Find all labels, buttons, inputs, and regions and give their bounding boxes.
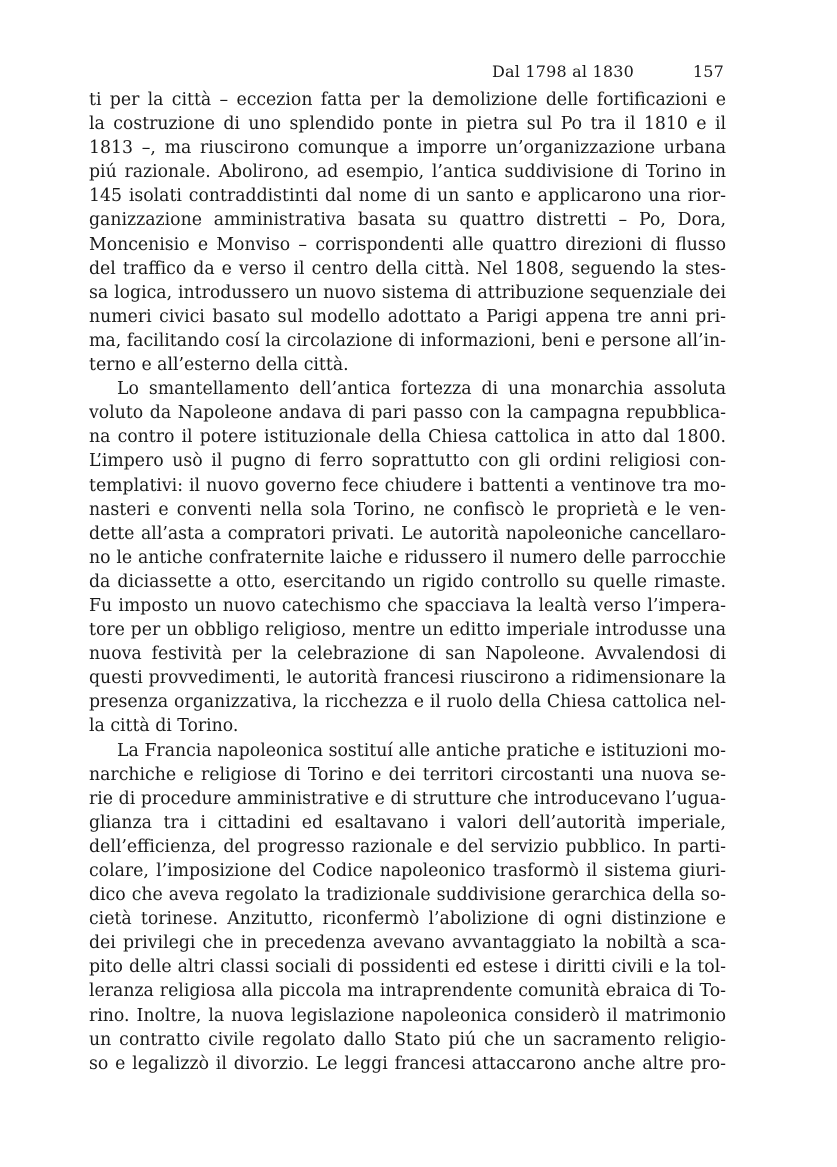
text-line: da diciassette a otto, esercitando un rigido controllo su quelle rimaste. xyxy=(89,571,726,592)
text-line: ganizzazione amministrativa basata su quattro distretti – Po, Dora, xyxy=(89,210,726,231)
text-line: la città di Torino. xyxy=(89,716,239,737)
text-line: narchiche e religiose di Torino e dei territori circostanti una nuova se- xyxy=(89,764,726,785)
text-line: nasteri e conventi nella sola Torino, ne confiscò le proprietà e le ven- xyxy=(89,499,726,520)
text-line: pito delle altri classi sociali di possidenti ed estese i diritti civili e la tol- xyxy=(89,957,726,978)
text-line: Moncenisio e Monviso – corrispondenti alle quattro direzioni di flusso xyxy=(89,234,726,255)
text-line: cietà torinese. Anzitutto, riconfermò l’abolizione di ogni distinzione e xyxy=(89,909,726,930)
text-line: la costruzione di uno splendido ponte in pietra sul Po tra il 1810 e il xyxy=(89,114,726,135)
text-line: un contratto civile regolato dallo Stato piú che un sacramento religio- xyxy=(89,1029,726,1050)
book-page xyxy=(89,62,726,1076)
text-line: na contro il potere istituzionale della Chiesa cattolica in atto dal 1800. xyxy=(89,427,726,448)
body-text xyxy=(89,88,726,1076)
text-line: rino. Inoltre, la nuova legislazione napoleonica considerò il matrimonio xyxy=(89,1005,726,1026)
text-line: sa logica, introdussero un nuovo sistema di attribuzione sequenziale dei xyxy=(89,282,726,303)
running-header xyxy=(89,62,726,88)
paragraph-3 xyxy=(89,739,726,1076)
text-line: ti per la città – eccezion fatta per la demolizione delle fortificazioni e xyxy=(89,90,726,110)
text-line: terno e all’esterno della città. xyxy=(89,355,349,376)
text-line: tore per un obbligo religioso, mentre un editto imperiale introdusse una xyxy=(89,620,726,641)
text-line: voluto da Napoleone andava di pari passo con la campagna repubblica- xyxy=(89,403,726,424)
text-line: La Francia napoleonica sostituí alle antiche pratiche e istituzioni mo- xyxy=(117,740,726,761)
text-line: ma, facilitando cosí la circolazione di informazioni, beni e persone all’in- xyxy=(89,330,726,351)
text-line: dei privilegi che in precedenza avevano avvantaggiato la nobiltà a sca- xyxy=(89,933,726,954)
page-number: 157 xyxy=(692,62,724,81)
text-line: colare, l’imposizione del Codice napoleonico trasformò il sistema giuri- xyxy=(89,861,726,881)
text-line: dico che aveva regolato la tradizionale suddivisione gerarchica della so- xyxy=(89,885,726,906)
running-title: Dal 1798 al 1830 xyxy=(491,62,634,81)
text-line: numeri civici basato sul modello adottato a Parigi appena tre anni pri- xyxy=(89,306,726,327)
text-line: del traffico da e verso il centro della città. Nel 1808, seguendo la stes- xyxy=(89,258,726,279)
text-line: glianza tra i cittadini ed esaltavano i valori dell’autorità imperiale, xyxy=(89,812,726,833)
text-line: dette all’asta a compratori privati. Le autorità napoleoniche cancellaro- xyxy=(89,523,726,544)
text-line: templativi: il nuovo governo fece chiudere i battenti a ventinove tra mo- xyxy=(89,475,726,496)
text-line: Lo smantellamento dell’antica fortezza di una monarchia assoluta xyxy=(117,379,726,400)
text-line: 1813 –, ma riuscirono comunque a imporre un’organizzazione urbana xyxy=(89,138,726,159)
text-line: dell’efficienza, del progresso razionale e del servizio pubblico. In parti- xyxy=(89,836,726,857)
text-line: leranza religiosa alla piccola ma intraprendente comunità ebraica di To- xyxy=(89,981,726,1002)
text-line: Fu imposto un nuovo catechismo che spacciava la lealtà verso l’impera- xyxy=(89,595,726,616)
text-line: piú razionale. Abolirono, ad esempio, l’antica suddivisione di Torino in xyxy=(89,162,726,183)
text-line: rie di procedure amministrative e di strutture che introducevano l’ugua- xyxy=(89,788,726,809)
paragraph-1 xyxy=(89,88,726,377)
text-line: so e legalizzò il divorzio. Le leggi francesi attaccarono anche altre pro- xyxy=(89,1053,726,1074)
text-line: no le antiche confraternite laiche e ridussero il numero delle parrocchie xyxy=(89,547,726,568)
text-line: questi provvedimenti, le autorità francesi riuscirono a ridimensionare la xyxy=(89,668,726,689)
paragraph-2 xyxy=(89,377,726,738)
text-line: L’impero usò il pugno di ferro soprattutto con gli ordini religiosi con- xyxy=(89,451,726,472)
text-line: presenza organizzativa, la ricchezza e il ruolo della Chiesa cattolica nel- xyxy=(89,692,726,713)
text-line: 145 isolati contraddistinti dal nome di un santo e applicarono una rior- xyxy=(89,186,726,207)
text-line: nuova festività per la celebrazione di san Napoleone. Avvalendosi di xyxy=(89,644,726,665)
